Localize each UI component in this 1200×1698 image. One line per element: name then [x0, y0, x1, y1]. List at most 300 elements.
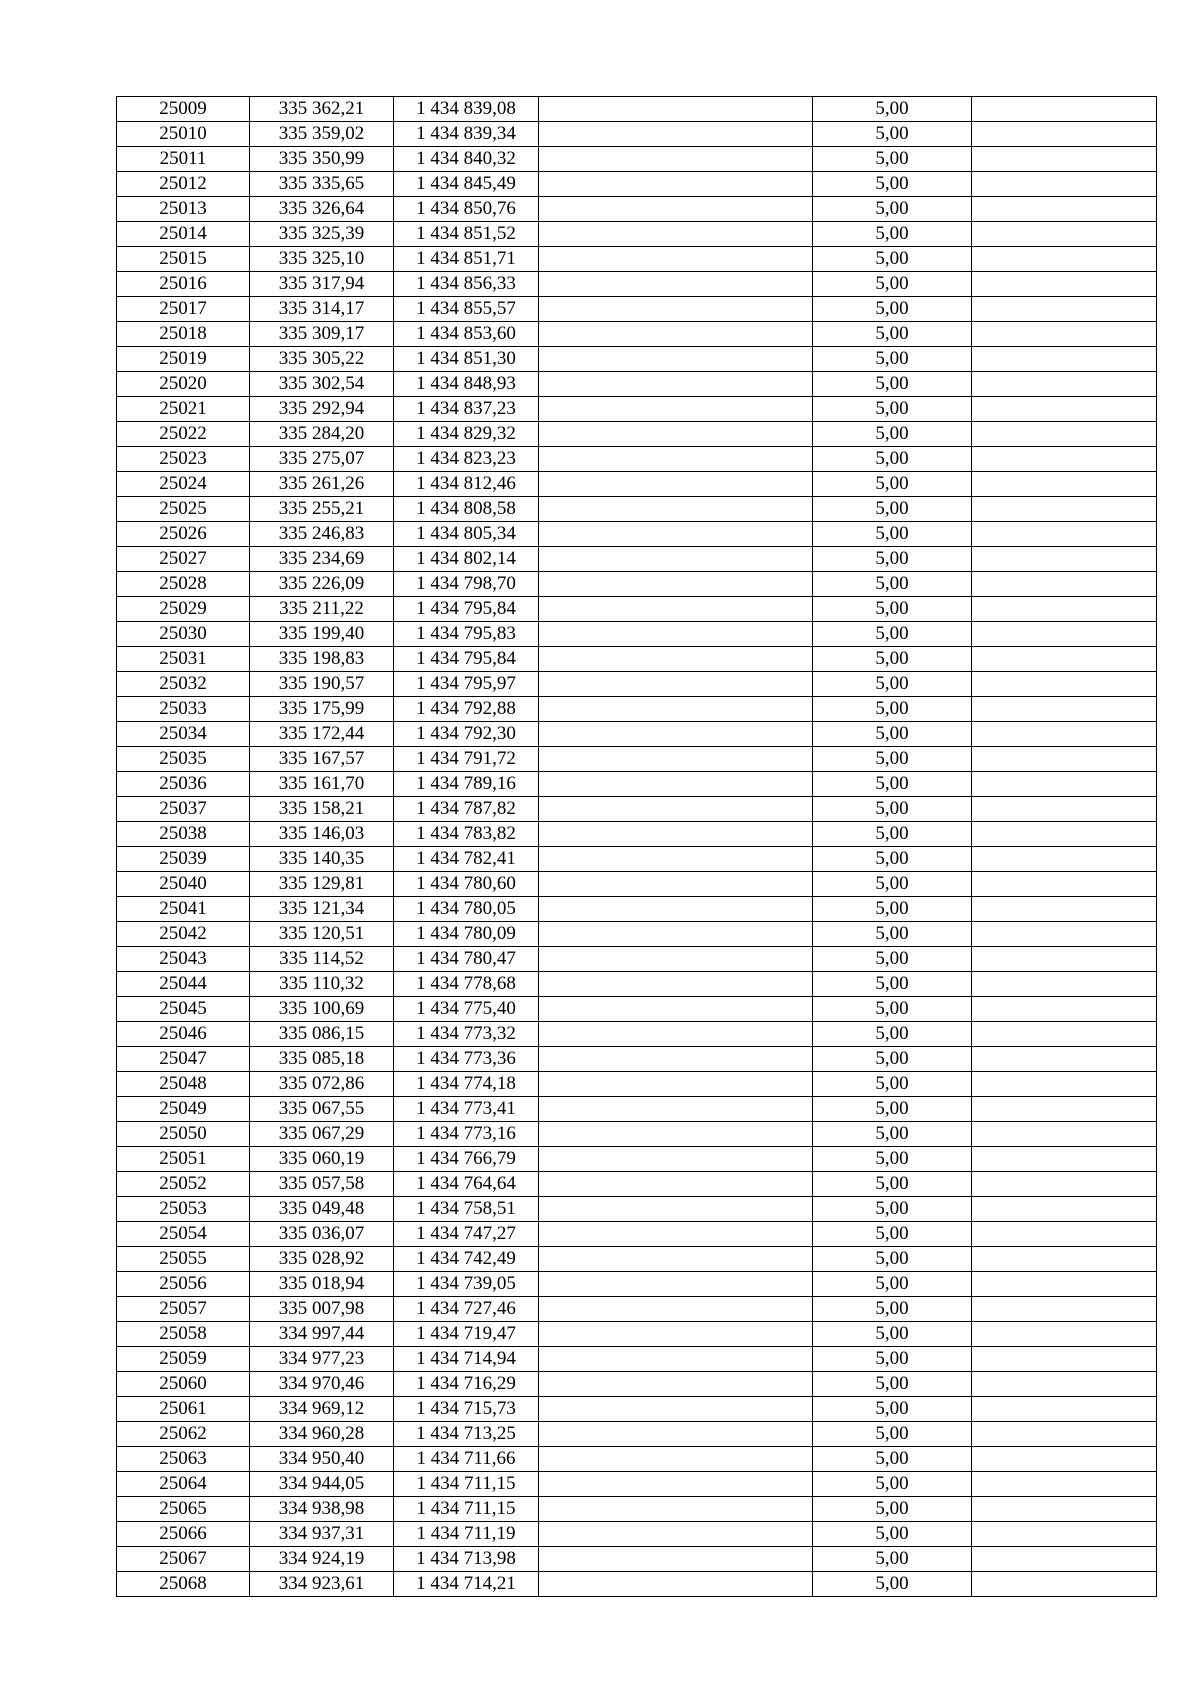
point-number-cell: 25009 [117, 97, 250, 122]
point-number-cell: 25034 [117, 722, 250, 747]
accuracy-cell: 5,00 [813, 322, 972, 347]
point-number-cell: 25067 [117, 1547, 250, 1572]
accuracy-cell: 5,00 [813, 522, 972, 547]
note-cell [972, 1097, 1157, 1122]
table-row [117, 1447, 1157, 1472]
table-row [117, 747, 1157, 772]
x-coordinate-cell: 334 950,40 [250, 1447, 394, 1472]
y-coordinate-cell: 1 434 855,57 [394, 297, 539, 322]
x-coordinate-cell: 335 302,54 [250, 372, 394, 397]
x-coordinate-cell: 335 175,99 [250, 697, 394, 722]
note-cell [972, 447, 1157, 472]
point-number-cell: 25068 [117, 1572, 250, 1597]
accuracy-cell: 5,00 [813, 847, 972, 872]
y-coordinate-cell: 1 434 840,32 [394, 147, 539, 172]
description-cell [539, 647, 813, 672]
x-coordinate-cell: 335 292,94 [250, 397, 394, 422]
point-number-cell: 25058 [117, 1322, 250, 1347]
description-cell [539, 447, 813, 472]
x-coordinate-cell: 335 146,03 [250, 822, 394, 847]
accuracy-cell: 5,00 [813, 197, 972, 222]
point-number-cell: 25044 [117, 972, 250, 997]
y-coordinate-cell: 1 434 773,41 [394, 1097, 539, 1122]
point-number-cell: 25045 [117, 997, 250, 1022]
note-cell [972, 1072, 1157, 1097]
table-row [117, 1397, 1157, 1422]
accuracy-cell: 5,00 [813, 772, 972, 797]
note-cell [972, 822, 1157, 847]
x-coordinate-cell: 335 167,57 [250, 747, 394, 772]
x-coordinate-cell: 334 960,28 [250, 1422, 394, 1447]
x-coordinate-cell: 335 018,94 [250, 1272, 394, 1297]
note-cell [972, 1397, 1157, 1422]
point-number-cell: 25012 [117, 172, 250, 197]
y-coordinate-cell: 1 434 780,47 [394, 947, 539, 972]
table-row [117, 672, 1157, 697]
point-number-cell: 25037 [117, 797, 250, 822]
point-number-cell: 25038 [117, 822, 250, 847]
table-row [117, 772, 1157, 797]
accuracy-cell: 5,00 [813, 1147, 972, 1172]
accuracy-cell: 5,00 [813, 872, 972, 897]
point-number-cell: 25061 [117, 1397, 250, 1422]
accuracy-cell: 5,00 [813, 1247, 972, 1272]
description-cell [539, 222, 813, 247]
table-row [117, 447, 1157, 472]
description-cell [539, 122, 813, 147]
accuracy-cell: 5,00 [813, 97, 972, 122]
x-coordinate-cell: 334 924,19 [250, 1547, 394, 1572]
y-coordinate-cell: 1 434 739,05 [394, 1272, 539, 1297]
note-cell [972, 172, 1157, 197]
accuracy-cell: 5,00 [813, 797, 972, 822]
accuracy-cell: 5,00 [813, 247, 972, 272]
point-number-cell: 25023 [117, 447, 250, 472]
y-coordinate-cell: 1 434 782,41 [394, 847, 539, 872]
y-coordinate-cell: 1 434 850,76 [394, 197, 539, 222]
point-number-cell: 25030 [117, 622, 250, 647]
x-coordinate-cell: 335 359,02 [250, 122, 394, 147]
x-coordinate-cell: 335 284,20 [250, 422, 394, 447]
note-cell [972, 347, 1157, 372]
point-number-cell: 25024 [117, 472, 250, 497]
description-cell [539, 797, 813, 822]
point-number-cell: 25035 [117, 747, 250, 772]
y-coordinate-cell: 1 434 856,33 [394, 272, 539, 297]
y-coordinate-cell: 1 434 851,52 [394, 222, 539, 247]
table-row [117, 997, 1157, 1022]
description-cell [539, 1022, 813, 1047]
table-row [117, 797, 1157, 822]
point-number-cell: 25042 [117, 922, 250, 947]
y-coordinate-cell: 1 434 795,84 [394, 647, 539, 672]
x-coordinate-cell: 335 314,17 [250, 297, 394, 322]
accuracy-cell: 5,00 [813, 272, 972, 297]
y-coordinate-cell: 1 434 758,51 [394, 1197, 539, 1222]
point-number-cell: 25020 [117, 372, 250, 397]
point-number-cell: 25054 [117, 1222, 250, 1247]
description-cell [539, 772, 813, 797]
table-row [117, 622, 1157, 647]
x-coordinate-cell: 335 110,32 [250, 972, 394, 997]
x-coordinate-cell: 335 140,35 [250, 847, 394, 872]
description-cell [539, 897, 813, 922]
y-coordinate-cell: 1 434 791,72 [394, 747, 539, 772]
x-coordinate-cell: 335 121,34 [250, 897, 394, 922]
description-cell [539, 1072, 813, 1097]
note-cell [972, 1372, 1157, 1397]
table-row [117, 1272, 1157, 1297]
note-cell [972, 622, 1157, 647]
point-number-cell: 25010 [117, 122, 250, 147]
point-number-cell: 25063 [117, 1447, 250, 1472]
point-number-cell: 25021 [117, 397, 250, 422]
point-number-cell: 25062 [117, 1422, 250, 1447]
note-cell [972, 922, 1157, 947]
table-row [117, 1372, 1157, 1397]
description-cell [539, 322, 813, 347]
y-coordinate-cell: 1 434 775,40 [394, 997, 539, 1022]
table-row [117, 1572, 1157, 1597]
note-cell [972, 1447, 1157, 1472]
description-cell [539, 347, 813, 372]
note-cell [972, 522, 1157, 547]
point-number-cell: 25032 [117, 672, 250, 697]
accuracy-cell: 5,00 [813, 1022, 972, 1047]
accuracy-cell: 5,00 [813, 1472, 972, 1497]
y-coordinate-cell: 1 434 774,18 [394, 1072, 539, 1097]
description-cell [539, 872, 813, 897]
accuracy-cell: 5,00 [813, 397, 972, 422]
description-cell [539, 1347, 813, 1372]
table-row [117, 722, 1157, 747]
description-cell [539, 472, 813, 497]
table-row [117, 547, 1157, 572]
point-number-cell: 25031 [117, 647, 250, 672]
description-cell [539, 97, 813, 122]
accuracy-cell: 5,00 [813, 647, 972, 672]
point-number-cell: 25040 [117, 872, 250, 897]
point-number-cell: 25017 [117, 297, 250, 322]
point-number-cell: 25049 [117, 1097, 250, 1122]
accuracy-cell: 5,00 [813, 1522, 972, 1547]
accuracy-cell: 5,00 [813, 1572, 972, 1597]
description-cell [539, 297, 813, 322]
note-cell [972, 472, 1157, 497]
description-cell [539, 1522, 813, 1547]
note-cell [972, 547, 1157, 572]
description-cell [539, 1472, 813, 1497]
x-coordinate-cell: 334 997,44 [250, 1322, 394, 1347]
description-cell [539, 197, 813, 222]
accuracy-cell: 5,00 [813, 697, 972, 722]
y-coordinate-cell: 1 434 773,32 [394, 1022, 539, 1047]
accuracy-cell: 5,00 [813, 1097, 972, 1122]
y-coordinate-cell: 1 434 716,29 [394, 1372, 539, 1397]
y-coordinate-cell: 1 434 727,46 [394, 1297, 539, 1322]
accuracy-cell: 5,00 [813, 922, 972, 947]
y-coordinate-cell: 1 434 766,79 [394, 1147, 539, 1172]
table-row [117, 97, 1157, 122]
note-cell [972, 1472, 1157, 1497]
x-coordinate-cell: 335 234,69 [250, 547, 394, 572]
x-coordinate-cell: 335 028,92 [250, 1247, 394, 1272]
note-cell [972, 1197, 1157, 1222]
note-cell [972, 147, 1157, 172]
description-cell [539, 1097, 813, 1122]
point-number-cell: 25022 [117, 422, 250, 447]
point-number-cell: 25043 [117, 947, 250, 972]
description-cell [539, 1197, 813, 1222]
y-coordinate-cell: 1 434 795,83 [394, 622, 539, 647]
y-coordinate-cell: 1 434 711,66 [394, 1447, 539, 1472]
table-row [117, 1247, 1157, 1272]
x-coordinate-cell: 335 049,48 [250, 1197, 394, 1222]
x-coordinate-cell: 335 246,83 [250, 522, 394, 547]
x-coordinate-cell: 335 199,40 [250, 622, 394, 647]
note-cell [972, 1497, 1157, 1522]
table-row [117, 1047, 1157, 1072]
table-row [117, 1547, 1157, 1572]
accuracy-cell: 5,00 [813, 672, 972, 697]
y-coordinate-cell: 1 434 714,94 [394, 1347, 539, 1372]
y-coordinate-cell: 1 434 780,05 [394, 897, 539, 922]
note-cell [972, 847, 1157, 872]
accuracy-cell: 5,00 [813, 572, 972, 597]
table-row [117, 522, 1157, 547]
point-number-cell: 25060 [117, 1372, 250, 1397]
note-cell [972, 597, 1157, 622]
accuracy-cell: 5,00 [813, 147, 972, 172]
x-coordinate-cell: 335 057,58 [250, 1172, 394, 1197]
note-cell [972, 1047, 1157, 1072]
description-cell [539, 622, 813, 647]
x-coordinate-cell: 335 326,64 [250, 197, 394, 222]
accuracy-cell: 5,00 [813, 347, 972, 372]
table-row [117, 322, 1157, 347]
accuracy-cell: 5,00 [813, 122, 972, 147]
y-coordinate-cell: 1 434 845,49 [394, 172, 539, 197]
point-number-cell: 25026 [117, 522, 250, 547]
table-row [117, 172, 1157, 197]
description-cell [539, 697, 813, 722]
description-cell [539, 922, 813, 947]
x-coordinate-cell: 335 325,10 [250, 247, 394, 272]
y-coordinate-cell: 1 434 851,71 [394, 247, 539, 272]
note-cell [972, 322, 1157, 347]
y-coordinate-cell: 1 434 808,58 [394, 497, 539, 522]
table-row [117, 1347, 1157, 1372]
description-cell [539, 1447, 813, 1472]
y-coordinate-cell: 1 434 715,73 [394, 1397, 539, 1422]
note-cell [972, 672, 1157, 697]
table-row [117, 1522, 1157, 1547]
table-row [117, 697, 1157, 722]
table-row [117, 1197, 1157, 1222]
description-cell [539, 547, 813, 572]
accuracy-cell: 5,00 [813, 222, 972, 247]
point-number-cell: 25019 [117, 347, 250, 372]
accuracy-cell: 5,00 [813, 947, 972, 972]
description-cell [539, 272, 813, 297]
accuracy-cell: 5,00 [813, 1122, 972, 1147]
description-cell [539, 522, 813, 547]
x-coordinate-cell: 335 226,09 [250, 572, 394, 597]
point-number-cell: 25056 [117, 1272, 250, 1297]
y-coordinate-cell: 1 434 742,49 [394, 1247, 539, 1272]
y-coordinate-cell: 1 434 747,27 [394, 1222, 539, 1247]
accuracy-cell: 5,00 [813, 297, 972, 322]
y-coordinate-cell: 1 434 798,70 [394, 572, 539, 597]
point-number-cell: 25041 [117, 897, 250, 922]
point-number-cell: 25011 [117, 147, 250, 172]
table-row [117, 647, 1157, 672]
accuracy-cell: 5,00 [813, 897, 972, 922]
note-cell [972, 1347, 1157, 1372]
accuracy-cell: 5,00 [813, 722, 972, 747]
table-row [117, 222, 1157, 247]
accuracy-cell: 5,00 [813, 1322, 972, 1347]
description-cell [539, 822, 813, 847]
y-coordinate-cell: 1 434 853,60 [394, 322, 539, 347]
description-cell [539, 372, 813, 397]
table-row [117, 347, 1157, 372]
y-coordinate-cell: 1 434 792,88 [394, 697, 539, 722]
x-coordinate-cell: 335 067,55 [250, 1097, 394, 1122]
point-number-cell: 25025 [117, 497, 250, 522]
point-number-cell: 25055 [117, 1247, 250, 1272]
point-number-cell: 25016 [117, 272, 250, 297]
table-row [117, 1172, 1157, 1197]
x-coordinate-cell: 334 970,46 [250, 1372, 394, 1397]
x-coordinate-cell: 335 114,52 [250, 947, 394, 972]
accuracy-cell: 5,00 [813, 972, 972, 997]
note-cell [972, 1247, 1157, 1272]
description-cell [539, 147, 813, 172]
note-cell [972, 897, 1157, 922]
description-cell [539, 672, 813, 697]
point-number-cell: 25066 [117, 1522, 250, 1547]
point-number-cell: 25027 [117, 547, 250, 572]
accuracy-cell: 5,00 [813, 547, 972, 572]
accuracy-cell: 5,00 [813, 1197, 972, 1222]
y-coordinate-cell: 1 434 839,08 [394, 97, 539, 122]
note-cell [972, 647, 1157, 672]
table-row [117, 1297, 1157, 1322]
accuracy-cell: 5,00 [813, 1272, 972, 1297]
table-row [117, 1147, 1157, 1172]
description-cell [539, 497, 813, 522]
description-cell [539, 847, 813, 872]
x-coordinate-cell: 335 335,65 [250, 172, 394, 197]
point-number-cell: 25052 [117, 1172, 250, 1197]
table-row [117, 897, 1157, 922]
x-coordinate-cell: 335 211,22 [250, 597, 394, 622]
note-cell [972, 222, 1157, 247]
x-coordinate-cell: 335 305,22 [250, 347, 394, 372]
point-number-cell: 25013 [117, 197, 250, 222]
description-cell [539, 1397, 813, 1422]
x-coordinate-cell: 335 190,57 [250, 672, 394, 697]
accuracy-cell: 5,00 [813, 597, 972, 622]
description-cell [539, 1497, 813, 1522]
table-row [117, 472, 1157, 497]
table-row [117, 272, 1157, 297]
coordinates-table-body [117, 97, 1157, 1597]
x-coordinate-cell: 335 120,51 [250, 922, 394, 947]
accuracy-cell: 5,00 [813, 422, 972, 447]
description-cell [539, 172, 813, 197]
table-row [117, 197, 1157, 222]
y-coordinate-cell: 1 434 773,16 [394, 1122, 539, 1147]
table-row [117, 872, 1157, 897]
note-cell [972, 1147, 1157, 1172]
note-cell [972, 722, 1157, 747]
description-cell [539, 1422, 813, 1447]
note-cell [972, 1122, 1157, 1147]
y-coordinate-cell: 1 434 711,15 [394, 1497, 539, 1522]
x-coordinate-cell: 335 085,18 [250, 1047, 394, 1072]
x-coordinate-cell: 335 007,98 [250, 1297, 394, 1322]
y-coordinate-cell: 1 434 719,47 [394, 1322, 539, 1347]
accuracy-cell: 5,00 [813, 1422, 972, 1447]
y-coordinate-cell: 1 434 713,25 [394, 1422, 539, 1447]
coordinates-table [116, 96, 1157, 1597]
description-cell [539, 972, 813, 997]
table-row [117, 822, 1157, 847]
note-cell [972, 997, 1157, 1022]
accuracy-cell: 5,00 [813, 622, 972, 647]
point-number-cell: 25053 [117, 1197, 250, 1222]
table-row [117, 1222, 1157, 1247]
x-coordinate-cell: 335 086,15 [250, 1022, 394, 1047]
table-row [117, 1497, 1157, 1522]
point-number-cell: 25046 [117, 1022, 250, 1047]
x-coordinate-cell: 335 172,44 [250, 722, 394, 747]
accuracy-cell: 5,00 [813, 1372, 972, 1397]
x-coordinate-cell: 335 072,86 [250, 1072, 394, 1097]
accuracy-cell: 5,00 [813, 1547, 972, 1572]
y-coordinate-cell: 1 434 713,98 [394, 1547, 539, 1572]
note-cell [972, 1222, 1157, 1247]
table-row [117, 1322, 1157, 1347]
accuracy-cell: 5,00 [813, 1072, 972, 1097]
table-row [117, 372, 1157, 397]
note-cell [972, 1572, 1157, 1597]
note-cell [972, 122, 1157, 147]
y-coordinate-cell: 1 434 829,32 [394, 422, 539, 447]
note-cell [972, 572, 1157, 597]
note-cell [972, 1297, 1157, 1322]
description-cell [539, 397, 813, 422]
table-row [117, 1422, 1157, 1447]
point-number-cell: 25014 [117, 222, 250, 247]
note-cell [972, 1022, 1157, 1047]
accuracy-cell: 5,00 [813, 472, 972, 497]
y-coordinate-cell: 1 434 789,16 [394, 772, 539, 797]
y-coordinate-cell: 1 434 792,30 [394, 722, 539, 747]
y-coordinate-cell: 1 434 823,23 [394, 447, 539, 472]
accuracy-cell: 5,00 [813, 1297, 972, 1322]
x-coordinate-cell: 335 129,81 [250, 872, 394, 897]
note-cell [972, 697, 1157, 722]
note-cell [972, 272, 1157, 297]
note-cell [972, 772, 1157, 797]
accuracy-cell: 5,00 [813, 997, 972, 1022]
note-cell [972, 1547, 1157, 1572]
note-cell [972, 197, 1157, 222]
accuracy-cell: 5,00 [813, 172, 972, 197]
